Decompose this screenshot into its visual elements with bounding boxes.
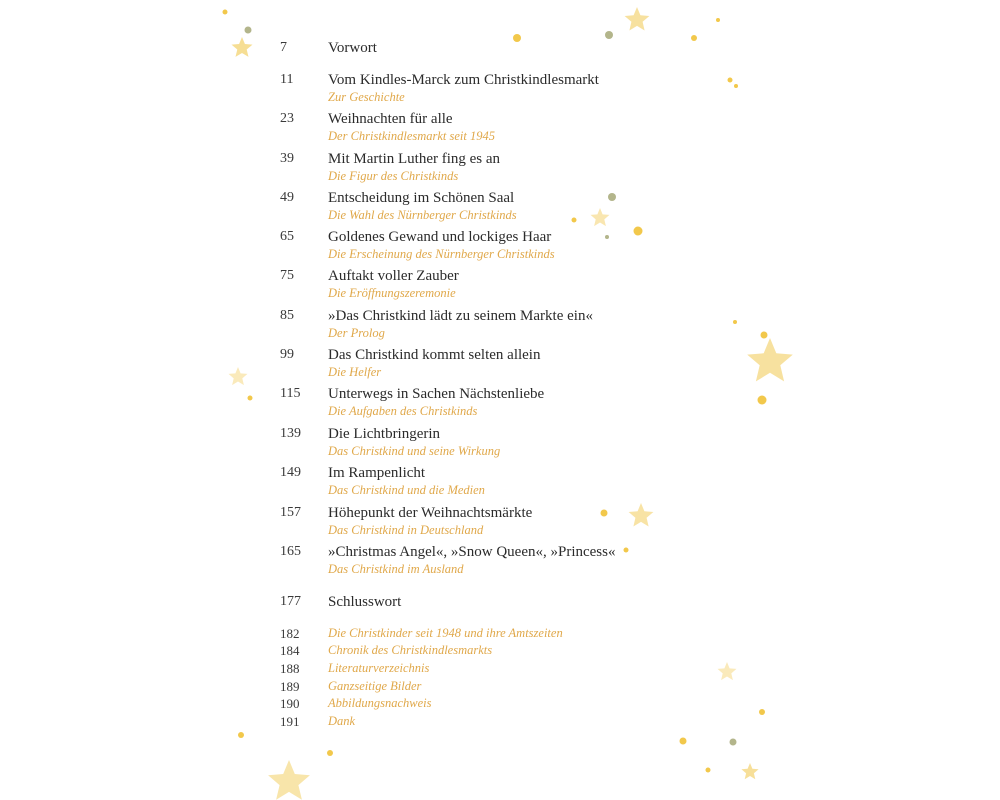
page-number: 165 xyxy=(280,544,301,559)
page-number: 23 xyxy=(280,111,294,126)
chapter-title: Schlusswort xyxy=(328,594,402,610)
page-number: 65 xyxy=(280,229,294,244)
chapter-title: Im Rampenlicht xyxy=(328,465,426,481)
page-number: 184 xyxy=(280,643,300,658)
page-number: 149 xyxy=(280,465,301,480)
page-number: 139 xyxy=(280,426,301,441)
chapter-title: Weihnachten für alle xyxy=(328,111,453,127)
page-number: 39 xyxy=(280,151,294,166)
appendix-label: Abbildungsnachweis xyxy=(328,696,432,710)
chapter-title: »Das Christkind lädt zu seinem Markte ein« xyxy=(328,308,593,324)
chapter-subtitle: Die Erscheinung des Nürnberger Christkinds xyxy=(328,247,555,261)
chapter-title: Die Lichtbringerin xyxy=(328,426,441,442)
page-number: 190 xyxy=(280,696,300,711)
chapter-title: Vom Kindles-Marck zum Christkindlesmarkt xyxy=(328,72,599,88)
appendix-label: Chronik des Christkindlesmarkts xyxy=(328,643,493,657)
chapter-title: Goldenes Gewand und lockiges Haar xyxy=(328,229,552,245)
page-number: 99 xyxy=(280,347,294,362)
chapter-title: Unterwegs in Sachen Nächstenliebe xyxy=(328,386,545,402)
chapter-title: Mit Martin Luther fing es an xyxy=(328,151,501,167)
page-number: 7 xyxy=(280,40,287,55)
chapter-subtitle: Die Aufgaben des Christkinds xyxy=(328,404,478,418)
page-number: 157 xyxy=(280,505,301,520)
appendix-label: Literaturverzeichnis xyxy=(328,661,430,675)
page-number: 49 xyxy=(280,190,294,205)
chapter-subtitle: Die Wahl des Nürnberger Christkinds xyxy=(328,208,517,222)
chapter-subtitle: Der Christkindlesmarkt seit 1945 xyxy=(328,129,496,143)
chapter-subtitle: Die Helfer xyxy=(328,365,382,379)
page-number: 177 xyxy=(280,594,301,609)
chapter-subtitle: Der Prolog xyxy=(328,326,385,340)
page-number: 188 xyxy=(280,661,300,676)
appendix-label: Dank xyxy=(328,714,356,728)
chapter-title: Auftakt voller Zauber xyxy=(328,268,459,284)
appendix-label: Die Christkinder seit 1948 und ihre Amtszeiten xyxy=(328,626,563,640)
chapter-title: Das Christkind kommt selten allein xyxy=(328,347,541,363)
page-number: 189 xyxy=(280,679,300,694)
chapter-title: Vorwort xyxy=(328,40,377,56)
page-number: 182 xyxy=(280,626,300,641)
page-number: 11 xyxy=(280,72,294,87)
page-number: 75 xyxy=(280,268,294,283)
chapter-title: Entscheidung im Schönen Saal xyxy=(328,190,515,206)
chapter-subtitle: Das Christkind und seine Wirkung xyxy=(328,444,501,458)
chapter-subtitle: Das Christkind in Deutschland xyxy=(328,523,484,537)
chapter-subtitle: Das Christkind und die Medien xyxy=(328,483,485,497)
chapter-subtitle: Die Figur des Christkinds xyxy=(328,169,459,183)
page-number: 191 xyxy=(280,714,300,729)
page-number: 115 xyxy=(280,386,301,401)
page-number: 85 xyxy=(280,308,294,323)
chapter-subtitle: Die Eröffnungszeremonie xyxy=(328,286,456,300)
chapter-subtitle: Das Christkind im Ausland xyxy=(328,562,464,576)
appendix-label: Ganzseitige Bilder xyxy=(328,679,422,693)
chapter-title: Höhepunkt der Weihnachtsmärkte xyxy=(328,505,533,521)
chapter-subtitle: Zur Geschichte xyxy=(328,90,405,104)
chapter-title: »Christmas Angel«, »Snow Queen«, »Princess« xyxy=(328,544,616,560)
